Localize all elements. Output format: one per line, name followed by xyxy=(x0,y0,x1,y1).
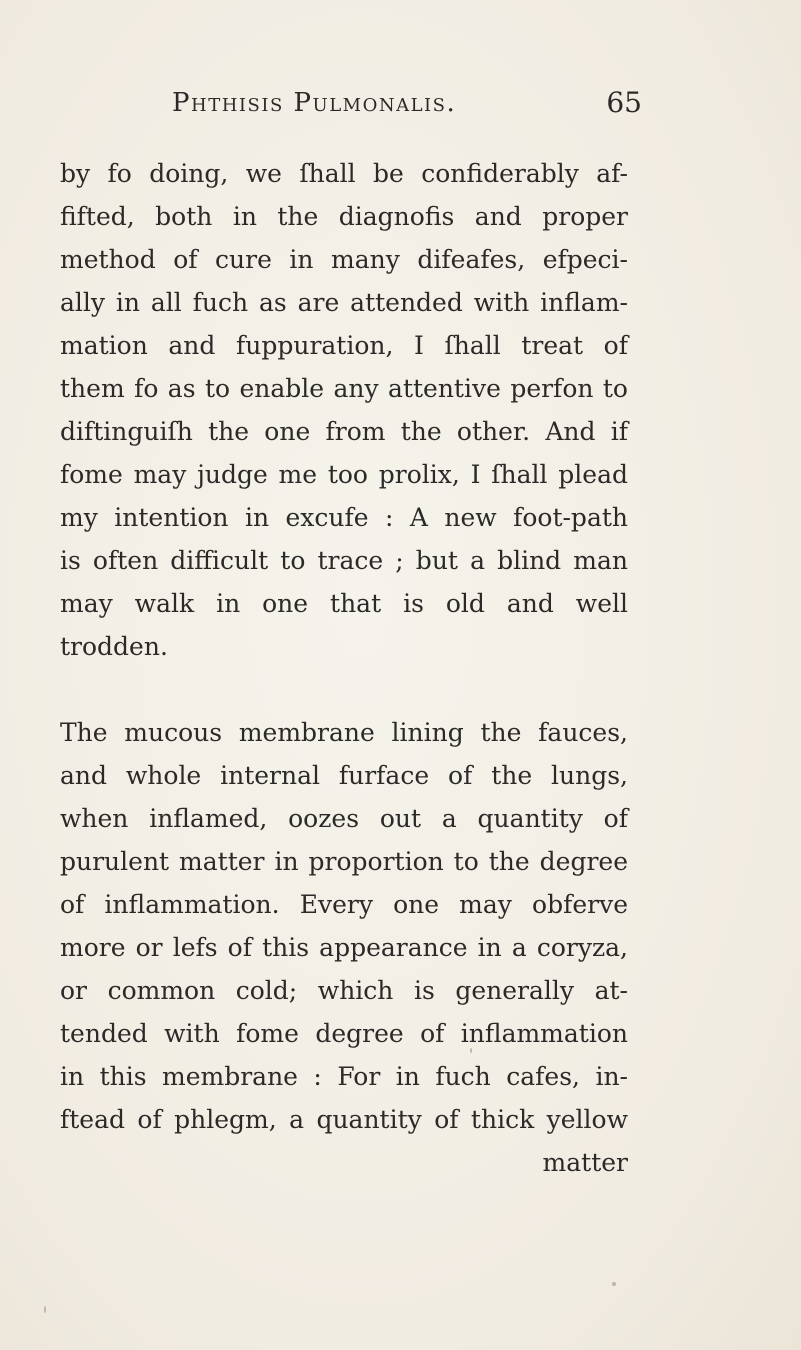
text-line: of inflammation. Every one may obferve xyxy=(60,890,628,919)
text-line: by fo doing, we ſhall be confiderably af- xyxy=(60,159,628,188)
text-line: diftinguiſh the one from the other. And if xyxy=(60,417,628,446)
text-line: trodden. xyxy=(60,632,168,661)
text-line: more or lefs of this appearance in a coryza, xyxy=(60,933,628,962)
text-line: fome may judge me too prolix, I ſhall plead xyxy=(60,460,628,489)
text-line: and whole internal furface of the lungs, xyxy=(60,761,628,790)
text-line: method of cure in many difeafes, efpeci- xyxy=(60,245,628,274)
running-head xyxy=(172,88,642,128)
text-line: tended with fome degree of inflammation xyxy=(60,1019,628,1048)
text-line: when inflamed, oozes out a quantity of xyxy=(60,804,628,833)
text-line: fifted, both in the diagnofis and proper xyxy=(60,202,628,231)
text-line: may walk in one that is old and well xyxy=(60,589,628,618)
page-number: 65 xyxy=(606,86,642,119)
paper-speck xyxy=(470,1048,472,1053)
text-line: in this membrane : For in fuch cafes, in- xyxy=(60,1062,628,1091)
text-line: is often difficult to trace ; but a blind man xyxy=(60,546,628,575)
running-title: Phthisis Pulmonalis. xyxy=(172,88,457,118)
paper-speck xyxy=(44,1306,46,1313)
text-line: ally in all fuch as are attended with inflam- xyxy=(60,288,628,317)
text-line: The mucous membrane lining the fauces, xyxy=(60,718,628,747)
text-line: ftead of phlegm, a quantity of thick yellow xyxy=(60,1105,628,1134)
text-line: purulent matter in proportion to the degree xyxy=(60,847,628,876)
text-line: mation and fuppuration, I ſhall treat of xyxy=(60,331,628,360)
text-line: or common cold; which is generally at- xyxy=(60,976,628,1005)
paper-speck xyxy=(612,1282,616,1286)
catchword: matter xyxy=(542,1148,628,1177)
text-line: them fo as to enable any attentive perfon to xyxy=(60,374,628,403)
text-line: my intention in excufe : A new foot-path xyxy=(60,503,628,532)
